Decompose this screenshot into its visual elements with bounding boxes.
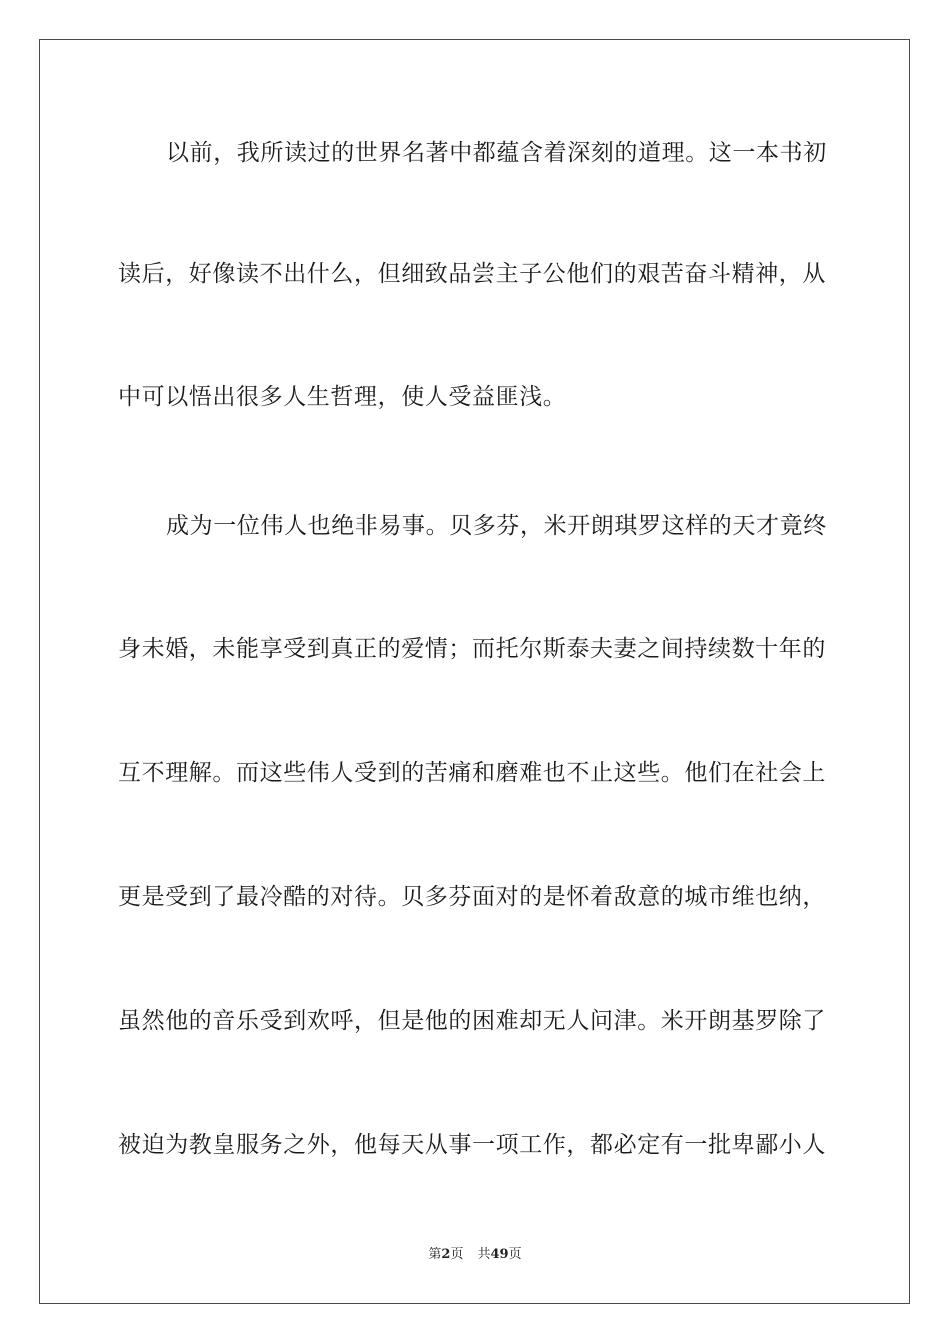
page-suffix: 页: [450, 1247, 464, 1262]
page-prefix: 第: [428, 1247, 442, 1262]
page-number: 2: [441, 1247, 451, 1262]
paragraph-2-line-5: 虽然他的音乐受到欢呼，但是他的困难却无人问津。米开朗基罗除了: [118, 1008, 826, 1034]
paragraph-2-line-2: 身未婚，未能享受到真正的爱情；而托尔斯泰夫妻之间持续数十年的: [118, 636, 826, 662]
total-suffix: 页: [508, 1247, 522, 1262]
paragraph-2-line-3: 互不理解。而这些伟人受到的苦痛和磨难也不止这些。他们在社会上: [118, 760, 826, 786]
paragraph-2-line-6: 被迫为教皇服务之外，他每天从事一项工作，都必定有一批卑鄙小人: [118, 1132, 826, 1158]
page-footer: [0, 1246, 950, 1264]
paragraph-1-line-3: 中可以悟出很多人生哲理，使人受益匪浅。: [118, 384, 567, 410]
paragraph-2-line-1: 成为一位伟人也绝非易事。贝多芬，米开朗琪罗这样的天才竟终: [166, 513, 827, 539]
total-pages: 49: [490, 1247, 509, 1262]
paragraph-1-line-2: 读后，好像读不出什么，但细致品尝主子公他们的艰苦奋斗精神，从: [118, 261, 826, 287]
page-border: [39, 39, 910, 1304]
total-prefix: 共: [477, 1247, 491, 1262]
paragraph-2-line-4: 更是受到了最冷酷的对待。贝多芬面对的是怀着敌意的城市维也纳，: [118, 884, 826, 910]
paragraph-1-line-1: 以前，我所读过的世界名著中都蕴含着深刻的道理。这一本书初: [166, 140, 827, 166]
